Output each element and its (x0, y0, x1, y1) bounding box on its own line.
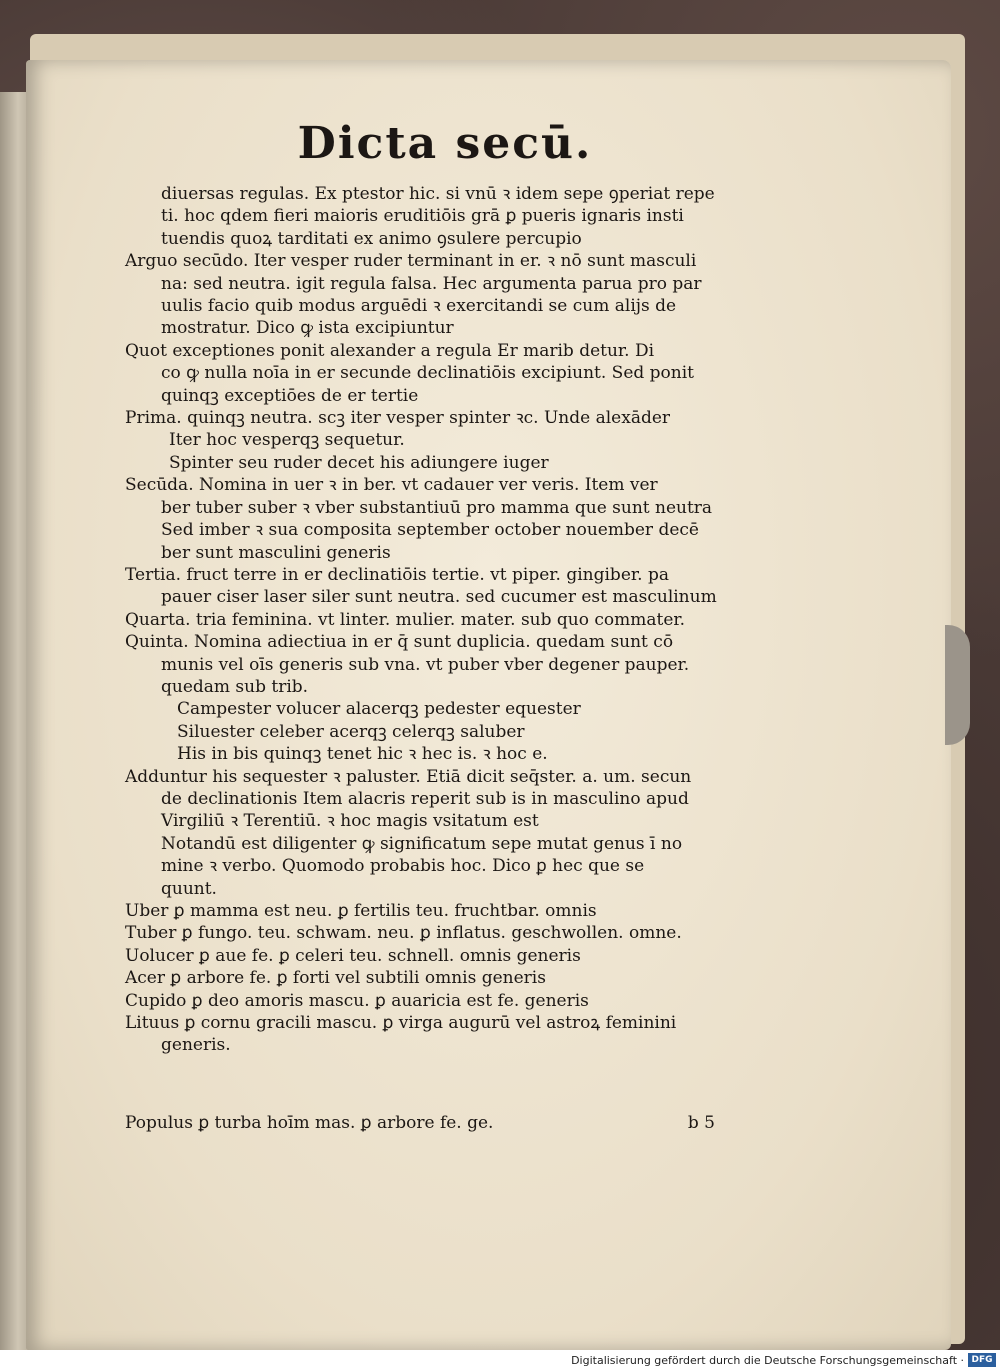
bookmark-clip (945, 625, 970, 745)
text-line: tuendis quoꝝ tarditati ex animo ꝯsulere percupio (161, 228, 582, 249)
text-line: pauer ciser laser siler sunt neutra. sed cucumer est masculinum (161, 587, 717, 608)
text-line: Quinta. Nomina adiectiua in er q̄ sunt duplicia. quedam sunt cō (125, 632, 674, 653)
page-heading: Dicta secū. (297, 118, 593, 169)
text-line: quinqꝫ exceptiōes de er tertie (161, 385, 419, 406)
page-text-block (125, 118, 775, 1057)
text-line: na: sed neutra. igit regula falsa. Hec argumenta parua pro par (161, 273, 702, 294)
text-line: uulis facio quib modus arguēdi ꝛ exercitandi se cum alijs de (161, 296, 677, 317)
text-line: ti. hoc qdem fieri maioris eruditiōis grā ꝑ pueris ignaris insti (161, 206, 684, 227)
text-line: Tertia. fruct terre in er declinatiōis tertie. vt piper. gingiber. pa (125, 564, 669, 585)
text-line: mine ꝛ verbo. Quomodo probabis hoc. Dico ꝑ hec que se (161, 856, 645, 877)
text-line: Notandū est diligenter ꝙ significatum sepe mutat genus ī no (161, 833, 683, 854)
digitization-credit: Digitalisierung gefördert durch die Deutsche Forschungsgemeinschaft · (571, 1354, 964, 1367)
text-line: Sed imber ꝛ sua composita september october nouember decē (161, 520, 699, 541)
text-line: Quarta. tria feminina. vt linter. mulier. mater. sub quo commater. (125, 609, 686, 630)
text-line: generis. (161, 1035, 231, 1056)
text-line: Iter hoc vesperqꝫ sequetur. (169, 430, 405, 451)
text-line: Siluester celeber acerqꝫ celerqꝫ saluber (177, 721, 525, 742)
text-line: Tuber ꝑ fungo. teu. schwam. neu. ꝑ inflatus. geschwollen. omne. (125, 923, 682, 944)
text-line: mostratur. Dico ꝙ ista excipiuntur (161, 318, 454, 339)
text-line: Secūda. Nomina in uer ꝛ in ber. vt cadauer ver veris. Item ver (125, 475, 658, 496)
text-line: Adduntur his sequester ꝛ paluster. Etiā dicit seq̄ster. a. um. secun (125, 766, 692, 787)
text-line: Spinter seu ruder decet his adiungere iuger (169, 452, 549, 473)
footer-line: Populus ꝑ turba hoīm mas. ꝑ arbore fe. ge. (125, 1113, 494, 1133)
text-line: co ꝙ nulla noīa in er secunde declinatiōis excipiunt. Sed ponit (161, 363, 695, 384)
text-line: Cupido ꝑ deo amoris mascu. ꝑ auaricia est fe. generis (125, 990, 589, 1011)
text-line: Acer ꝑ arbore fe. ꝑ forti vel subtili omnis generis (125, 968, 546, 989)
text-line: quunt. (161, 878, 217, 899)
page-footer (125, 1113, 715, 1133)
text-line: Quot exceptiones ponit alexander a regula Er marib detur. Di (125, 340, 655, 361)
text-line: Uolucer ꝑ aue fe. ꝑ celeri teu. schnell. omnis generis (125, 945, 581, 966)
text-line: quedam sub trib. (161, 676, 309, 697)
text-line: ber tuber suber ꝛ vber substantiuū pro mamma que sunt neutra (161, 497, 713, 518)
text-line: Uber ꝑ mamma est neu. ꝑ fertilis teu. fruchtbar. omnis (125, 901, 597, 921)
text-line: His in bis quinqꝫ tenet hic ꝛ hec is. ꝛ hoc e. (177, 744, 548, 765)
signature-mark: b 5 (687, 1113, 715, 1133)
text-line: Virgiliū ꝛ Terentiū. ꝛ hoc magis vsitatum est (161, 811, 539, 832)
text-line: Prima. quinqꝫ neutra. scꝫ iter vesper spinter ꝛc. Unde alexāder (125, 408, 671, 429)
text-line: diuersas regulas. Ex ptestor hic. si vnū ꝛ idem sepe ꝯperiat repe (161, 184, 715, 204)
text-line: Campester volucer alacerqꝫ pedester equester (177, 699, 581, 720)
text-line: Lituus ꝑ cornu gracili mascu. ꝑ virga augurū vel astroꝝ feminini (125, 1013, 677, 1034)
text-lines (125, 183, 775, 1057)
text-line: de declinationis Item alacris reperit sub is in masculino apud (161, 788, 689, 809)
text-line: Arguo secūdo. Iter vesper ruder terminant in er. ꝛ nō sunt masculi (125, 251, 697, 272)
text-line: ber sunt masculini generis (161, 542, 391, 563)
text-line: munis vel oīs generis sub vna. vt puber vber degener pauper. (161, 654, 690, 675)
dfg-logo-icon: DFG (968, 1353, 996, 1367)
